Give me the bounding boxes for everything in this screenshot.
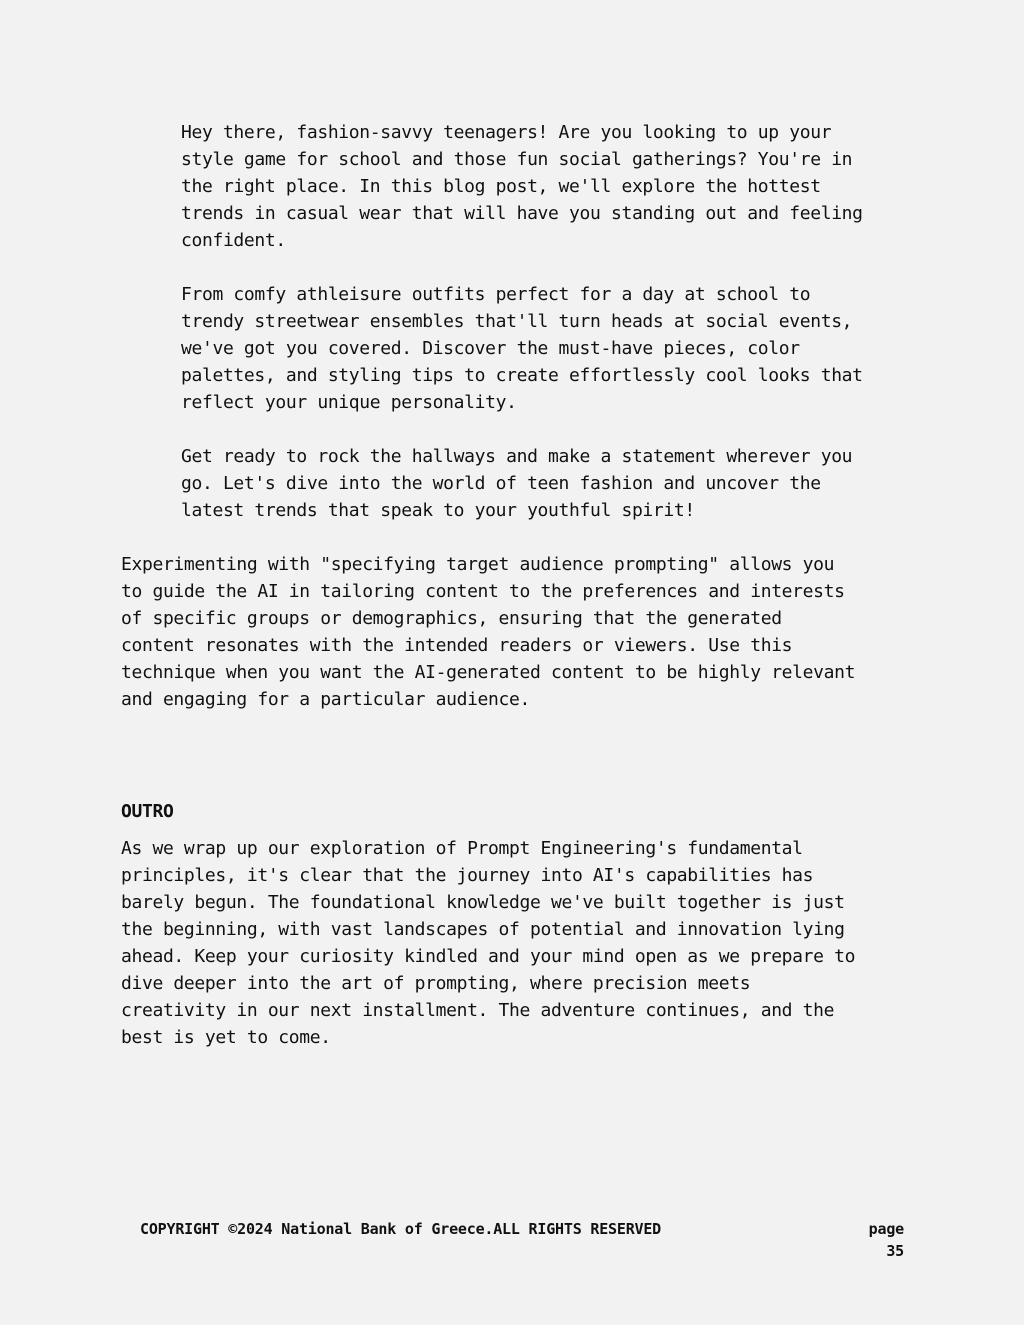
page-number: 35 <box>886 1242 904 1260</box>
explanation-paragraph: Experimenting with "specifying target audience prompting" allows you to guide the AI in tailoring content to the preferences and interests of specific groups or demographics, ensuring that the generated content resonates with the intended readers or viewers. Use this technique when you want the AI-generated content to be highly relevant and engaging for a particular audience. <box>121 554 856 710</box>
example-output-paragraph-2: From comfy athleisure outfits perfect for a day at school to trendy streetwear ensembles that'll turn heads at social events, we've got you covered. Discover the must-have pieces, color palettes, and styling tips to create effortlessly cool looks that reflect your unique personality. <box>181 284 863 413</box>
example-output-paragraph-3: Get ready to rock the hallways and make a statement wherever you go. Let's dive into the world of teen fashion and uncover the latest trends that speak to your youthful spirit! <box>181 446 853 521</box>
page-label: page <box>868 1220 904 1238</box>
footer-page-number <box>844 1218 904 1262</box>
footer-copyright: COPYRIGHT ©2024 National Bank of Greece.ALL RIGHTS RESERVED <box>140 1220 662 1238</box>
outro-paragraph: As we wrap up our exploration of Prompt Engineering's fundamental principles, it's clear that the journey into AI's capabilities has barely begun. The foundational knowledge we've built together is just the beginning, with vast landscapes of potential and innovation lying ahead. Keep your curiosity kindled and your mind open as we prepare to dive deeper into the art of prompting, where precision meets creativity in our next installment. The adventure continues, and the best is yet to come. <box>121 838 856 1048</box>
example-output-paragraph-1: Hey there, fashion-savvy teenagers! Are you looking to up your style game for school and those fun social gatherings? You're in the right place. In this blog post, we'll explore the hottest trends in casual wear that will have you standing out and feeling confident. <box>181 122 863 251</box>
outro-heading: OUTRO <box>121 801 174 822</box>
